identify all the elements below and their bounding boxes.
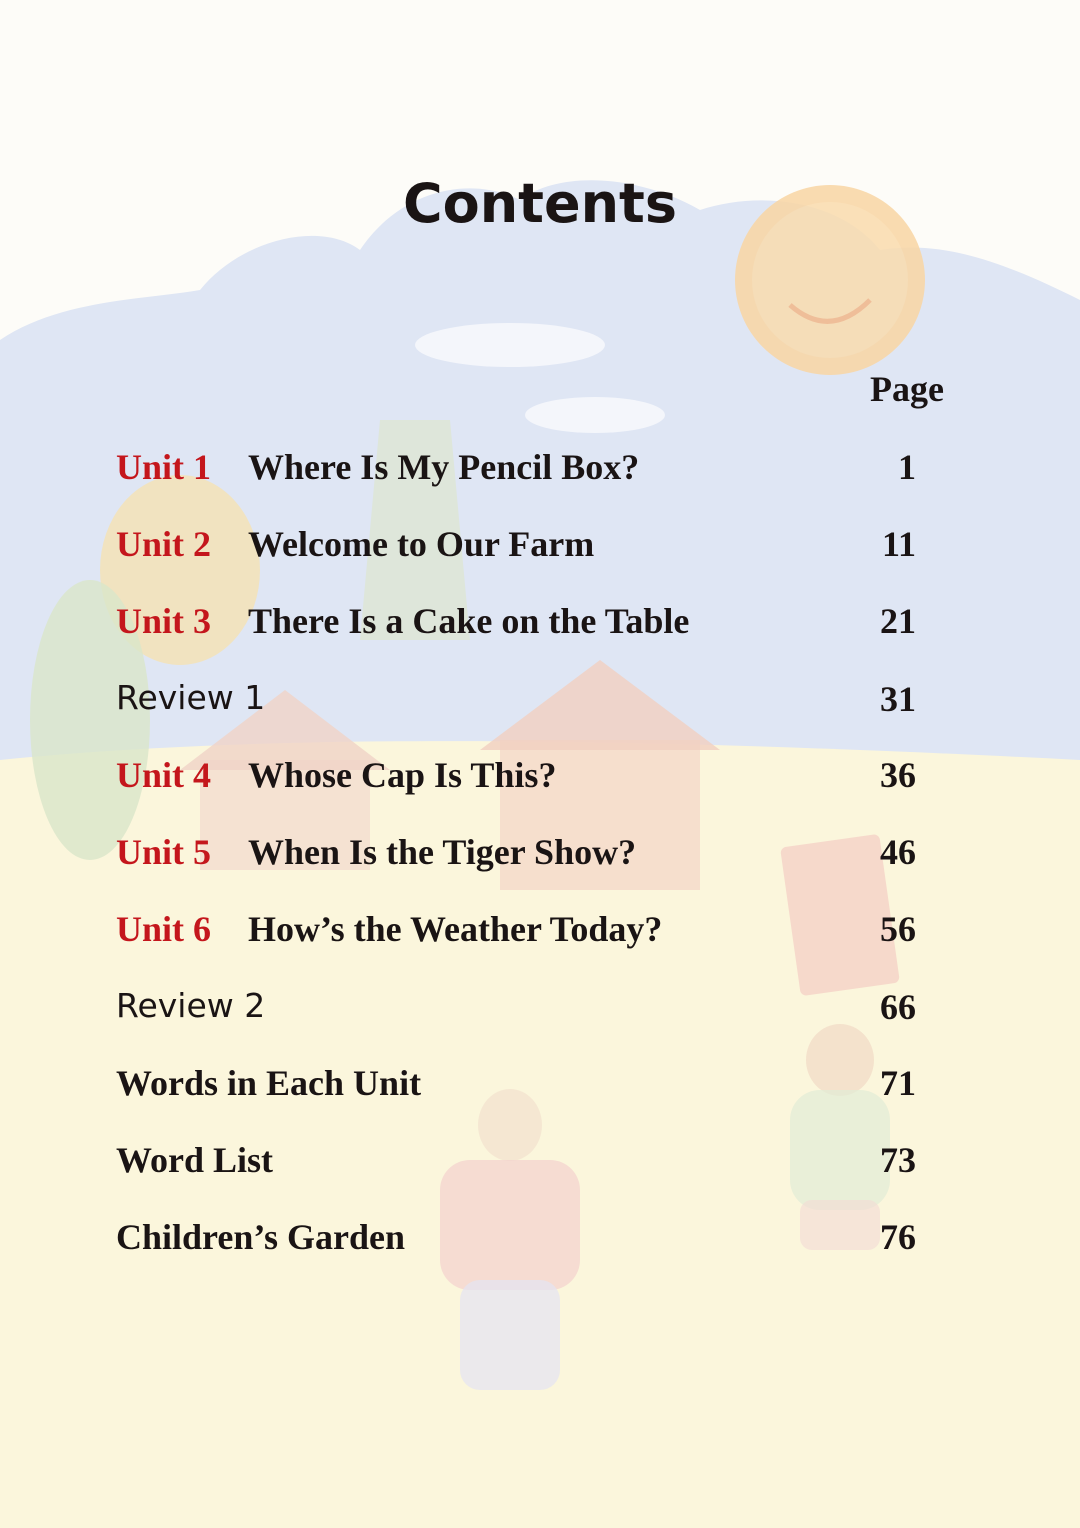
page-number: 76	[880, 1217, 916, 1257]
entry-title: How’s the Weather Today?	[248, 909, 663, 949]
page-number: 66	[880, 987, 916, 1027]
entry-title: Where Is My Pencil Box?	[248, 447, 640, 487]
toc-entry[interactable]	[0, 908, 1080, 956]
unit-label: Unit 2	[116, 524, 212, 564]
page-number: 36	[880, 755, 916, 795]
page-number: 21	[880, 601, 916, 641]
entry-title: Welcome to Our Farm	[248, 524, 595, 564]
toc-entry[interactable]	[0, 1062, 1080, 1110]
page-column-header: Page	[870, 369, 944, 409]
page-title: Contents	[402, 172, 677, 235]
unit-label: Unit 1	[116, 447, 212, 487]
page-number: 46	[880, 832, 916, 872]
page-number: 1	[898, 447, 916, 487]
toc-entry[interactable]	[0, 446, 1080, 494]
toc-entry[interactable]	[0, 523, 1080, 571]
toc-entry-review[interactable]	[0, 678, 1080, 726]
page-number: 71	[880, 1063, 916, 1103]
toc-entry[interactable]	[0, 1139, 1080, 1187]
page-number: 73	[880, 1140, 916, 1180]
entry-title: There Is a Cake on the Table	[248, 601, 690, 641]
entry-title: Word List	[116, 1140, 274, 1180]
page-number: 56	[880, 909, 916, 949]
entry-title: Review 2	[116, 986, 266, 1025]
toc-entry[interactable]	[0, 600, 1080, 648]
unit-label: Unit 5	[116, 832, 212, 872]
unit-label: Unit 6	[116, 909, 212, 949]
unit-label: Unit 4	[116, 755, 212, 795]
entry-title: Review 1	[116, 678, 266, 717]
entry-title: Whose Cap Is This?	[248, 755, 557, 795]
entry-title: When Is the Tiger Show?	[248, 832, 637, 872]
entry-title: Children’s Garden	[116, 1217, 406, 1257]
toc-entry[interactable]	[0, 754, 1080, 802]
page-number: 11	[881, 524, 916, 564]
entry-title: Words in Each Unit	[116, 1063, 422, 1103]
unit-label: Unit 3	[116, 601, 212, 641]
toc-entry[interactable]	[0, 1216, 1080, 1264]
toc-entry[interactable]	[0, 831, 1080, 879]
page-number: 31	[880, 679, 916, 719]
toc-entry-review[interactable]	[0, 986, 1080, 1034]
